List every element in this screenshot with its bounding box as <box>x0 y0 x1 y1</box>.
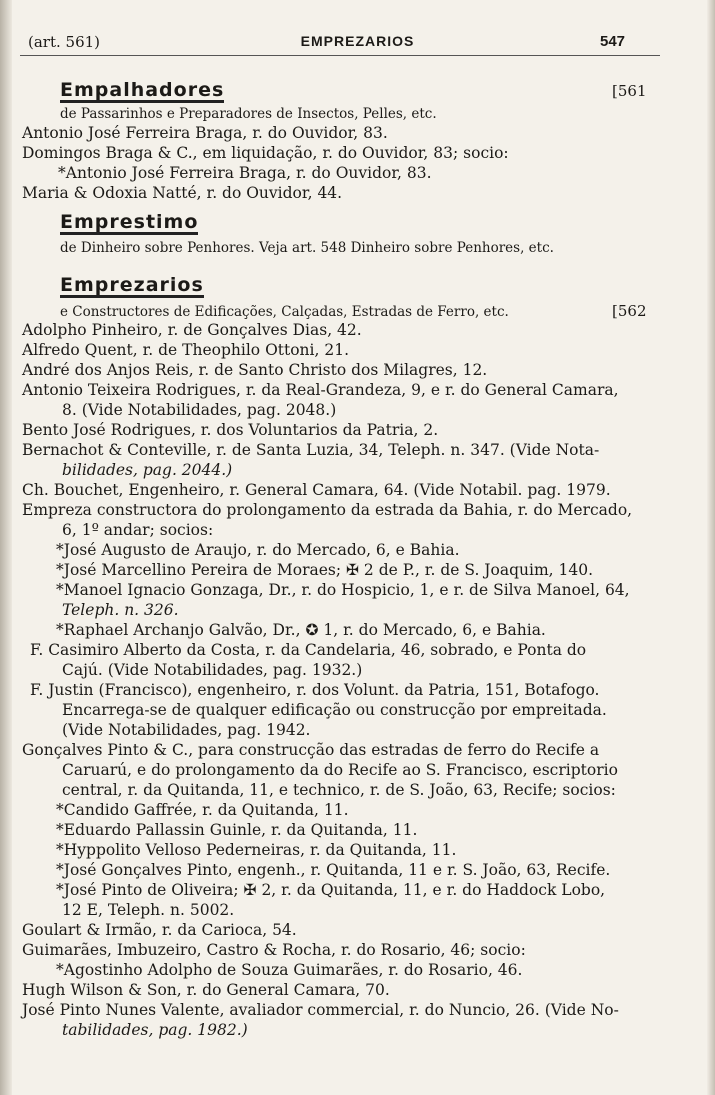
header-rule <box>20 55 660 56</box>
entry-line: Alfredo Quent, r. de Theophilo Ottoni, 21. <box>22 341 350 359</box>
entry-line: *Raphael Archanjo Galvão, Dr., ✪ 1, r. do Mercado, 6, e Bahia. <box>56 621 546 639</box>
entry-line: bilidades, pag. 2044.) <box>62 461 233 479</box>
section-heading-emprestimo: Emprestimo <box>60 211 199 233</box>
entry-line: 12 E, Teleph. n. 5002. <box>62 901 235 919</box>
entry-line: Adolpho Pinheiro, r. de Gonçalves Dias, 42. <box>22 321 362 339</box>
entry-line: *Antonio José Ferreira Braga, r. do Ouvidor, 83. <box>58 164 432 182</box>
entry-line: Guimarães, Imbuzeiro, Castro & Rocha, r. do Rosario, 46; socio: <box>22 941 526 959</box>
section-number-562: [562 <box>612 302 647 320</box>
article-reference: (art. 561) <box>28 33 101 51</box>
entry-line: Caruarú, e do prolongamento da do Recife ao S. Francisco, escriptorio <box>62 761 618 779</box>
entry-line: 6, 1º andar; socios: <box>62 521 214 539</box>
entry-line: Encarrega-se de qualquer edificação ou construcção por empreitada. <box>62 701 607 719</box>
entry-line: Gonçalves Pinto & C., para construcção das estradas de ferro do Recife a <box>22 741 600 759</box>
entry-line: *José Marcellino Pereira de Moraes; ✠ 2 de P., r. de S. Joaquim, 140. <box>56 561 594 579</box>
entry-line: *Hyppolito Velloso Pederneiras, r. da Quitanda, 11. <box>56 841 457 859</box>
entry-line: *Agostinho Adolpho de Souza Guimarães, r. do Rosario, 46. <box>56 961 523 979</box>
entry-line: Ch. Bouchet, Engenheiro, r. General Camara, 64. (Vide Notabil. pag. 1979. <box>22 481 611 499</box>
entry-line: central, r. da Quitanda, 11, e technico, r. de S. João, 63, Recife; socios: <box>62 781 616 799</box>
entry-line: Maria & Odoxia Natté, r. do Ouvidor, 44. <box>22 184 343 202</box>
entry-line: F. Casimiro Alberto da Costa, r. da Candelaria, 46, sobrado, e Ponta do <box>30 641 587 659</box>
entry-line: André dos Anjos Reis, r. de Santo Christo dos Milagres, 12. <box>22 361 488 379</box>
section-subtitle-empalhadores: de Passarinhos e Preparadores de Insectos, Pelles, etc. <box>60 106 437 122</box>
entry-line: Bento José Rodrigues, r. dos Voluntarios da Patria, 2. <box>22 421 439 439</box>
page-title: EMPREZARIOS <box>300 33 415 49</box>
entry-line: Bernachot & Conteville, r. de Santa Luzia, 34, Teleph. n. 347. (Vide Nota- <box>22 441 600 459</box>
entry-line: 8. (Vide Notabilidades, pag. 2048.) <box>62 401 337 419</box>
entry-line: Teleph. n. 326. <box>62 601 179 619</box>
page-left-edge <box>0 0 12 1095</box>
entry-line: tabilidades, pag. 1982.) <box>62 1021 248 1039</box>
page-right-edge <box>707 0 715 1095</box>
entry-line: (Vide Notabilidades, pag. 1942. <box>62 721 311 739</box>
entry-line: Domingos Braga & C., em liquidação, r. do Ouvidor, 83; socio: <box>22 144 509 162</box>
section-heading-empalhadores: Empalhadores <box>60 79 225 101</box>
entry-line: *Candido Gaffrée, r. da Quitanda, 11. <box>56 801 349 819</box>
entry-line: José Pinto Nunes Valente, avaliador commercial, r. do Nuncio, 26. (Vide No- <box>22 1001 619 1019</box>
page-number: 547 <box>600 33 626 50</box>
entry-line: F. Justin (Francisco), engenheiro, r. dos Volunt. da Patria, 151, Botafogo. <box>30 681 600 699</box>
section-subtitle-emprezarios: e Constructores de Edificações, Calçadas, Estradas de Ferro, etc. <box>60 304 509 320</box>
entry-line: Antonio Teixeira Rodrigues, r. da Real-Grandeza, 9, e r. do General Camara, <box>22 381 619 399</box>
entry-line: *José Gonçalves Pinto, engenh., r. Quitanda, 11 e r. S. João, 63, Recife. <box>56 861 611 879</box>
entry-line: *Manoel Ignacio Gonzaga, Dr., r. do Hospicio, 1, e r. de Silva Manoel, 64, <box>56 581 630 599</box>
section-number-561: [561 <box>612 82 647 100</box>
entry-line: Empreza constructora do prolongamento da estrada da Bahia, r. do Mercado, <box>22 501 633 519</box>
entry-line: *José Pinto de Oliveira; ✠ 2, r. da Quitanda, 11, e r. do Haddock Lobo, <box>56 881 606 899</box>
section-subtitle-emprestimo: de Dinheiro sobre Penhores. Veja art. 548 Dinheiro sobre Penhores, etc. <box>60 240 554 256</box>
entry-line: Hugh Wilson & Son, r. do General Camara, 70. <box>22 981 390 999</box>
entry-line: Goulart & Irmão, r. da Carioca, 54. <box>22 921 297 939</box>
entry-line: Cajú. (Vide Notabilidades, pag. 1932.) <box>62 661 363 679</box>
entry-line: Antonio José Ferreira Braga, r. do Ouvidor, 83. <box>22 124 388 142</box>
entry-line: *José Augusto de Araujo, r. do Mercado, 6, e Bahia. <box>56 541 460 559</box>
section-heading-emprezarios: Emprezarios <box>60 274 204 296</box>
entry-line: *Eduardo Pallassin Guinle, r. da Quitanda, 11. <box>56 821 418 839</box>
